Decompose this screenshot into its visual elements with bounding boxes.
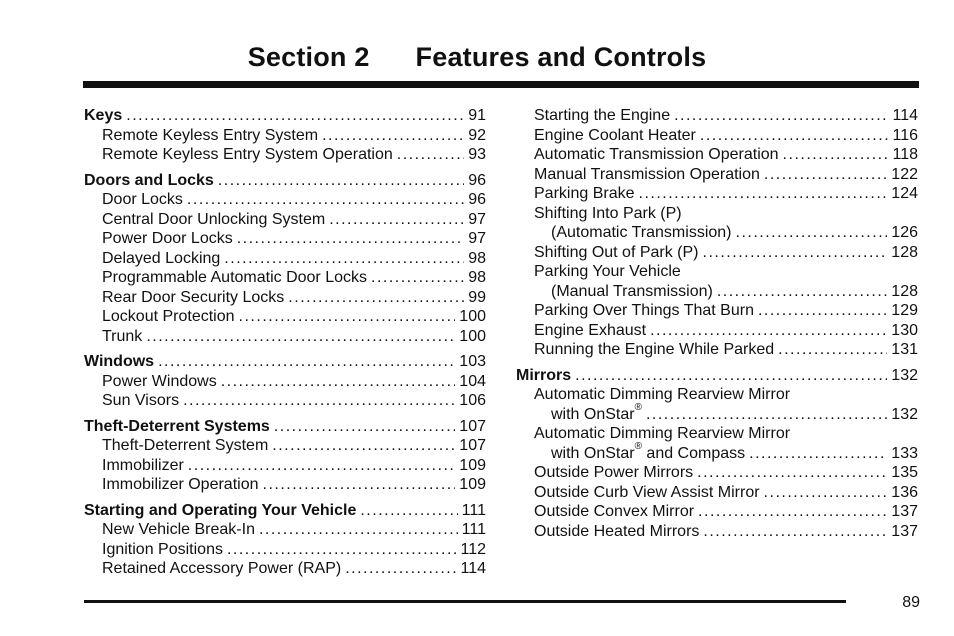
toc-entry-label: Automatic Transmission Operation — [534, 146, 779, 163]
toc-entry[interactable] — [516, 502, 918, 522]
toc-entry[interactable] — [84, 190, 486, 210]
toc-page-number: 136 — [891, 483, 918, 501]
toc-entry[interactable] — [84, 288, 486, 308]
leader-dots — [783, 145, 889, 165]
toc-entry-label: Retained Accessory Power (RAP) — [102, 560, 342, 577]
toc-entry-label: Shifting Out of Park (P) — [534, 243, 699, 261]
leader-dots — [183, 391, 455, 411]
toc-heading[interactable] — [84, 352, 486, 372]
toc-entry[interactable] — [84, 372, 486, 392]
page-title — [0, 42, 954, 73]
toc-entry-label: Engine Coolant Heater — [534, 126, 696, 144]
registered-mark: ® — [634, 441, 642, 453]
toc-heading[interactable] — [84, 171, 486, 191]
toc-heading[interactable] — [84, 417, 486, 437]
toc-entry[interactable] — [84, 145, 486, 165]
toc-entry[interactable] — [516, 223, 918, 243]
footer-rule — [84, 600, 846, 603]
toc-entry-label-continued — [551, 441, 746, 464]
toc-entry[interactable] — [516, 243, 918, 263]
toc-group-mirrors — [516, 366, 918, 542]
toc-entry[interactable] — [516, 282, 918, 302]
leader-dots — [322, 126, 464, 146]
toc-page-number: 124 — [891, 185, 918, 202]
toc-entry-label-continued: (Automatic Transmission) — [551, 224, 732, 241]
toc-heading[interactable] — [84, 501, 486, 521]
toc-page-number: 93 — [468, 146, 486, 163]
leader-dots — [158, 352, 455, 372]
toc-page-number: 109 — [459, 456, 486, 474]
toc-group-doors-and-locks — [84, 171, 486, 347]
toc-left-column — [84, 106, 486, 585]
page-number: 89 — [902, 594, 920, 611]
toc-page-number: 128 — [891, 243, 918, 261]
leader-dots — [758, 301, 887, 321]
toc-page-number: 111 — [461, 501, 486, 519]
section-title: Features and Controls — [415, 42, 707, 72]
leader-dots — [397, 145, 464, 165]
toc-entry[interactable] — [516, 402, 918, 425]
toc-entry-label: Programmable Automatic Door Locks — [102, 269, 367, 286]
toc-entry-label: Remote Keyless Entry System — [102, 126, 319, 144]
leader-dots — [703, 522, 887, 542]
toc-page-number: 92 — [468, 126, 486, 144]
toc-entry-label[interactable]: Shifting Into Park (P) — [534, 204, 682, 222]
toc-page-number: 132 — [891, 405, 918, 423]
toc-entry[interactable] — [84, 436, 486, 456]
leader-dots — [360, 501, 457, 521]
toc-entry[interactable] — [84, 540, 486, 560]
toc-group-starting-continued — [516, 106, 918, 360]
toc-entry-label: Outside Curb View Assist Mirror — [534, 483, 760, 501]
leader-dots — [239, 307, 456, 327]
leader-dots — [221, 372, 456, 392]
toc-page-number: 111 — [461, 521, 486, 538]
toc-page-number: 128 — [891, 282, 918, 300]
leader-dots — [274, 417, 455, 437]
toc-page-number: 107 — [459, 417, 486, 435]
toc-entry[interactable] — [84, 391, 486, 411]
leader-dots — [700, 126, 889, 146]
toc-entry-label: Immobilizer Operation — [102, 476, 259, 493]
toc-entry-label: New Vehicle Break-In — [102, 521, 255, 538]
toc-entry-label: Power Windows — [102, 372, 217, 390]
onstar-text: with OnStar — [551, 444, 635, 462]
toc-entry[interactable] — [84, 327, 486, 347]
toc-page-number: 97 — [468, 230, 486, 247]
toc-page-number: 98 — [468, 249, 486, 267]
toc-page-number: 112 — [460, 540, 486, 558]
toc-entry-label: Central Door Unlocking System — [102, 210, 326, 228]
leader-dots — [272, 436, 455, 456]
leader-dots — [371, 268, 464, 288]
section-number: Section 2 — [247, 42, 370, 72]
toc-entry-label: Outside Heated Mirrors — [534, 522, 700, 540]
toc-entry[interactable] — [516, 441, 918, 464]
toc-entry-label: Manual Transmission Operation — [534, 165, 760, 183]
leader-dots — [764, 483, 888, 503]
leader-dots — [764, 165, 887, 185]
leader-dots — [736, 223, 888, 243]
toc-heading[interactable] — [516, 366, 918, 386]
toc-page-number: 114 — [892, 107, 918, 124]
leader-dots — [575, 366, 887, 386]
leader-dots — [329, 210, 464, 230]
toc-heading-label: Windows — [84, 353, 155, 370]
toc-entry-label: Lockout Protection — [102, 308, 235, 325]
leader-dots — [639, 184, 888, 204]
toc-page-number: 118 — [892, 146, 918, 163]
toc-entry-label: Rear Door Security Locks — [102, 288, 285, 306]
leader-dots — [646, 405, 887, 425]
toc-heading-label: Doors and Locks — [84, 171, 214, 189]
leader-dots — [126, 106, 464, 126]
toc-group-starting-operating — [84, 501, 486, 579]
toc-page-number: 137 — [891, 522, 918, 540]
leader-dots — [224, 249, 464, 269]
leader-dots — [288, 288, 464, 308]
toc-entry-label-continued: (Manual Transmission) — [551, 282, 713, 300]
toc-entry-label-continued — [551, 402, 642, 425]
toc-entry[interactable] — [84, 229, 486, 249]
toc-page-number: 98 — [468, 269, 486, 286]
toc-entry-label: Ignition Positions — [102, 540, 223, 558]
toc-page-number: 96 — [468, 191, 486, 208]
toc-entry[interactable] — [516, 106, 918, 126]
toc-entry-label[interactable]: Automatic Dimming Rearview Mirror — [534, 386, 791, 403]
toc-heading-label: Starting and Operating Your Vehicle — [84, 501, 357, 519]
toc-page-number: 131 — [891, 341, 918, 358]
toc-entry-label: Remote Keyless Entry System Operation — [102, 146, 393, 163]
toc-group-theft-deterrent — [84, 417, 486, 495]
toc-entry-label[interactable]: Automatic Dimming Rearview Mirror — [534, 425, 791, 442]
toc-entry-label: Sun Visors — [102, 392, 180, 409]
toc-entry[interactable] — [84, 559, 486, 579]
toc-entry[interactable] — [516, 184, 918, 204]
toc-entry[interactable] — [84, 307, 486, 327]
toc-page-number: 104 — [459, 372, 486, 390]
toc-group-keys — [84, 106, 486, 165]
toc-page-number: 103 — [459, 353, 486, 370]
toc-page-number: 137 — [891, 503, 918, 520]
toc-page-number: 91 — [468, 107, 486, 124]
toc-page-number: 133 — [891, 444, 918, 462]
toc-page-number: 122 — [891, 165, 918, 183]
toc-entry[interactable] — [84, 475, 486, 495]
toc-heading-label: Keys — [84, 107, 123, 124]
toc-entry[interactable] — [516, 483, 918, 503]
toc-entry-label[interactable]: Parking Your Vehicle — [534, 263, 681, 280]
leader-dots — [650, 321, 887, 341]
toc-page-number: 99 — [468, 288, 486, 306]
leader-dots — [749, 444, 887, 464]
toc-entry-label: Outside Convex Mirror — [534, 503, 695, 520]
toc-right-column — [516, 106, 918, 547]
toc-heading[interactable] — [84, 106, 486, 126]
toc-entry-label: Power Door Locks — [102, 230, 233, 247]
toc-entry[interactable] — [84, 456, 486, 476]
leader-dots — [227, 540, 457, 560]
leader-dots — [237, 229, 464, 249]
toc-page-number: 130 — [891, 321, 918, 339]
toc-entry-label: Parking Over Things That Burn — [534, 302, 754, 319]
toc-entry[interactable] — [84, 249, 486, 269]
toc-page-number: 132 — [891, 366, 918, 384]
toc-page-number: 135 — [891, 464, 918, 481]
leader-dots — [698, 502, 887, 522]
registered-mark: ® — [634, 402, 642, 414]
toc-page-number: 97 — [468, 210, 486, 228]
toc-page-number: 129 — [891, 302, 918, 319]
title-rule — [83, 81, 919, 88]
onstar-text: with OnStar — [551, 405, 635, 423]
label-suffix: and Compass — [641, 444, 746, 462]
toc-page-number: 126 — [891, 224, 918, 241]
toc-entry-label: Theft-Deterrent System — [102, 437, 269, 454]
toc-group-windows — [84, 352, 486, 411]
toc-page-number: 109 — [459, 476, 486, 493]
toc-entry-label: Starting the Engine — [534, 107, 671, 124]
toc-entry-label: Door Locks — [102, 191, 183, 208]
leader-dots — [697, 463, 887, 483]
leader-dots — [187, 190, 464, 210]
leader-dots — [263, 475, 456, 495]
leader-dots — [345, 559, 456, 579]
leader-dots — [717, 282, 887, 302]
leader-dots — [703, 243, 888, 263]
toc-entry-label: Running the Engine While Parked — [534, 341, 775, 358]
toc-heading-label: Theft-Deterrent Systems — [84, 417, 270, 435]
toc-page-number: 107 — [459, 437, 486, 454]
toc-heading-label: Mirrors — [516, 366, 572, 384]
toc-entry-label: Parking Brake — [534, 185, 635, 202]
toc-entry[interactable] — [516, 126, 918, 146]
toc-entry[interactable] — [84, 520, 486, 540]
toc-entry[interactable] — [84, 126, 486, 146]
leader-dots — [218, 171, 464, 191]
toc-entry[interactable] — [516, 522, 918, 542]
toc-page-number: 100 — [459, 327, 486, 345]
toc-page-number: 100 — [459, 308, 486, 325]
leader-dots — [259, 520, 458, 540]
toc-page-number: 114 — [460, 560, 486, 577]
toc-page-number: 106 — [459, 392, 486, 409]
leader-dots — [674, 106, 888, 126]
toc-entry[interactable] — [84, 210, 486, 230]
toc-entry[interactable] — [516, 301, 918, 321]
toc-entry-label: Trunk — [102, 327, 143, 345]
toc-entry-label: Engine Exhaust — [534, 321, 647, 339]
toc-entry[interactable] — [516, 321, 918, 341]
leader-dots — [778, 340, 887, 360]
toc-entry[interactable] — [516, 463, 918, 483]
toc-entry-label: Immobilizer — [102, 456, 184, 474]
leader-dots — [188, 456, 456, 476]
toc-entry-label: Delayed Locking — [102, 249, 221, 267]
leader-dots — [146, 327, 455, 347]
toc-page-number: 116 — [892, 126, 918, 144]
toc-entry[interactable] — [84, 268, 486, 288]
toc-page-number: 96 — [468, 171, 486, 189]
toc-entry[interactable] — [516, 145, 918, 165]
toc-entry[interactable] — [516, 340, 918, 360]
toc-entry-label: Outside Power Mirrors — [534, 464, 694, 481]
toc-entry[interactable] — [516, 165, 918, 185]
